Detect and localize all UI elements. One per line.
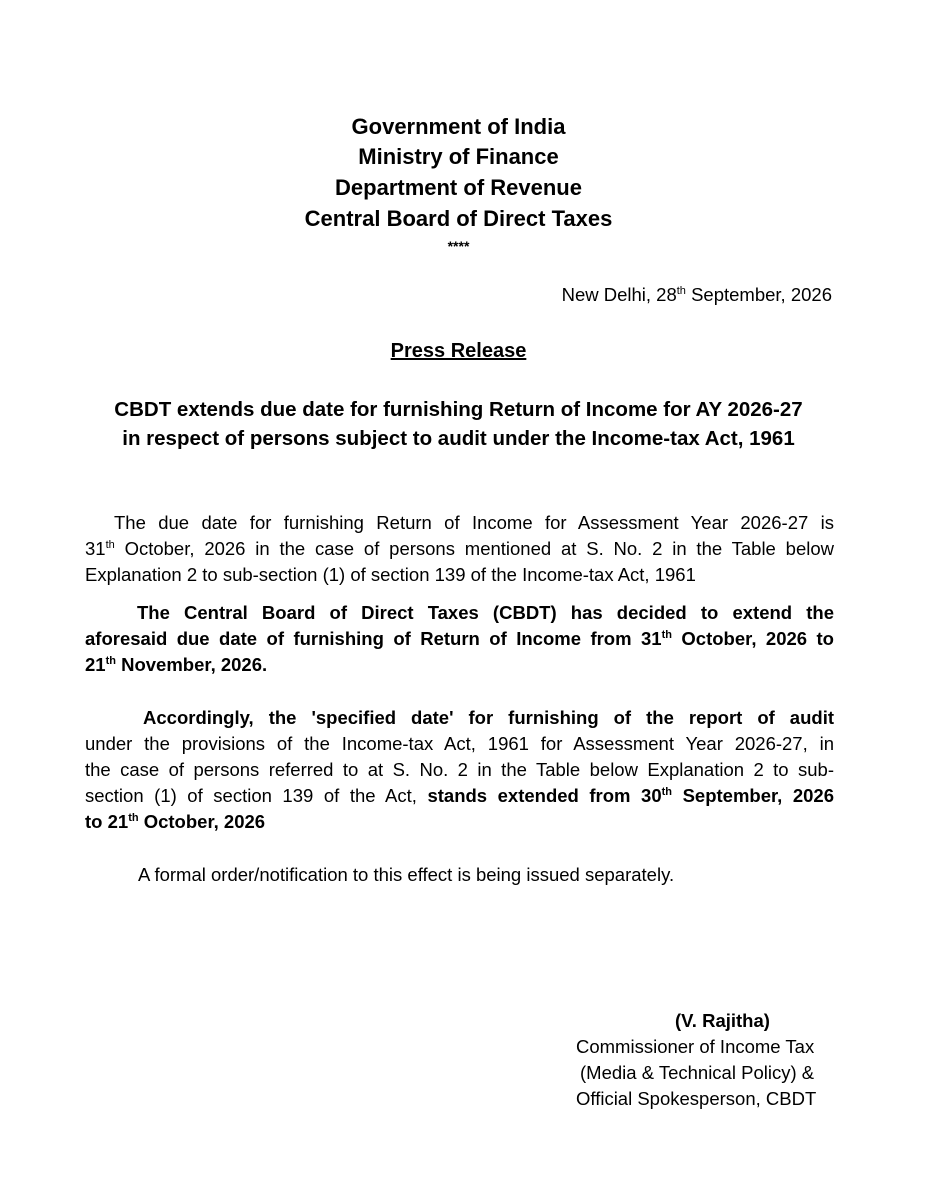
paragraph-2-line-2 (85, 626, 834, 652)
p2-from: aforesaid due date of furnishing of Return of Income from 31 (85, 628, 662, 649)
p3-l5-suffix: th (128, 812, 139, 824)
paragraph-3-line-2: under the provisions of the Income-tax Act, 1961 for Assessment Year 2026-27, in (85, 733, 834, 754)
p2-from-rest: October, 2026 to (671, 628, 834, 649)
dateline-month-year: September, 2026 (685, 284, 832, 305)
subject-line-2: in respect of persons subject to audit under the Income-tax Act, 1961 (122, 427, 795, 450)
letterhead-separator: **** (447, 238, 470, 254)
signatory-title-1: Commissioner of Income Tax (576, 1036, 815, 1057)
letterhead-government: Government of India (351, 114, 566, 139)
paragraph-3-line-5 (85, 809, 834, 835)
press-release-heading: Press Release (390, 340, 527, 362)
p2-to-rest: November, 2026. (115, 654, 268, 675)
letterhead-department: Department of Revenue (335, 175, 582, 200)
paragraph-2-line-3 (85, 652, 834, 678)
paragraph-2-line-1: The Central Board of Direct Taxes (CBDT) has decided to extend the (137, 602, 834, 623)
letterhead-board: Central Board of Direct Taxes (304, 206, 613, 231)
p1-day: 31 (85, 538, 106, 559)
paragraph-3-line-1: Accordingly, the 'specified date' for furnishing of the report of audit (143, 707, 834, 728)
signatory-name: (V. Rajitha) (675, 1010, 770, 1031)
p3-l5-to: to 21 (85, 811, 129, 832)
p2-to: 21 (85, 654, 106, 675)
p1-rest: October, 2026 in the case of persons mentioned at S. No. 2 in the Table below (114, 538, 834, 559)
letterhead-ministry: Ministry of Finance (358, 144, 559, 169)
p2-from-suffix: th (661, 629, 672, 641)
p1-day-suffix: th (105, 539, 115, 551)
p3-l4-plain: section (1) of section 139 of the Act, (85, 785, 428, 806)
dateline (562, 284, 832, 306)
p2-to-suffix: th (105, 655, 116, 667)
paragraph-2 (85, 600, 834, 678)
paragraph-3 (85, 705, 834, 835)
subject-line-1: CBDT extends due date for furnishing Return of Income for AY 2026-27 (114, 398, 803, 421)
paragraph-1 (85, 510, 834, 588)
p3-l4-bold: stands extended from 30 (427, 785, 662, 806)
signatory-title-3: Official Spokesperson, CBDT (576, 1088, 817, 1109)
paragraph-3-line-3: the case of persons referred to at S. No. 2 in the Table below Explanation 2 to sub- (85, 759, 834, 780)
dateline-place: New Delhi, 28 (561, 284, 677, 305)
p3-l4-suffix: th (661, 786, 673, 798)
p3-l4-bold-rest: September, 2026 (672, 785, 835, 806)
dateline-suffix: th (676, 285, 686, 297)
p3-l5-rest: October, 2026 (138, 811, 266, 832)
paragraph-1-line-3: Explanation 2 to sub-section (1) of section 139 of the Income-tax Act, 1961 (85, 564, 696, 585)
signatory-title-2: (Media & Technical Policy) & (580, 1062, 815, 1083)
paragraph-1-line-2 (85, 536, 834, 562)
paragraph-4: A formal order/notification to this effect is being issued separately. (138, 864, 675, 885)
paragraph-1-line-1: The due date for furnishing Return of Income for Assessment Year 2026-27 is (114, 512, 834, 533)
paragraph-3-line-4 (85, 783, 834, 809)
